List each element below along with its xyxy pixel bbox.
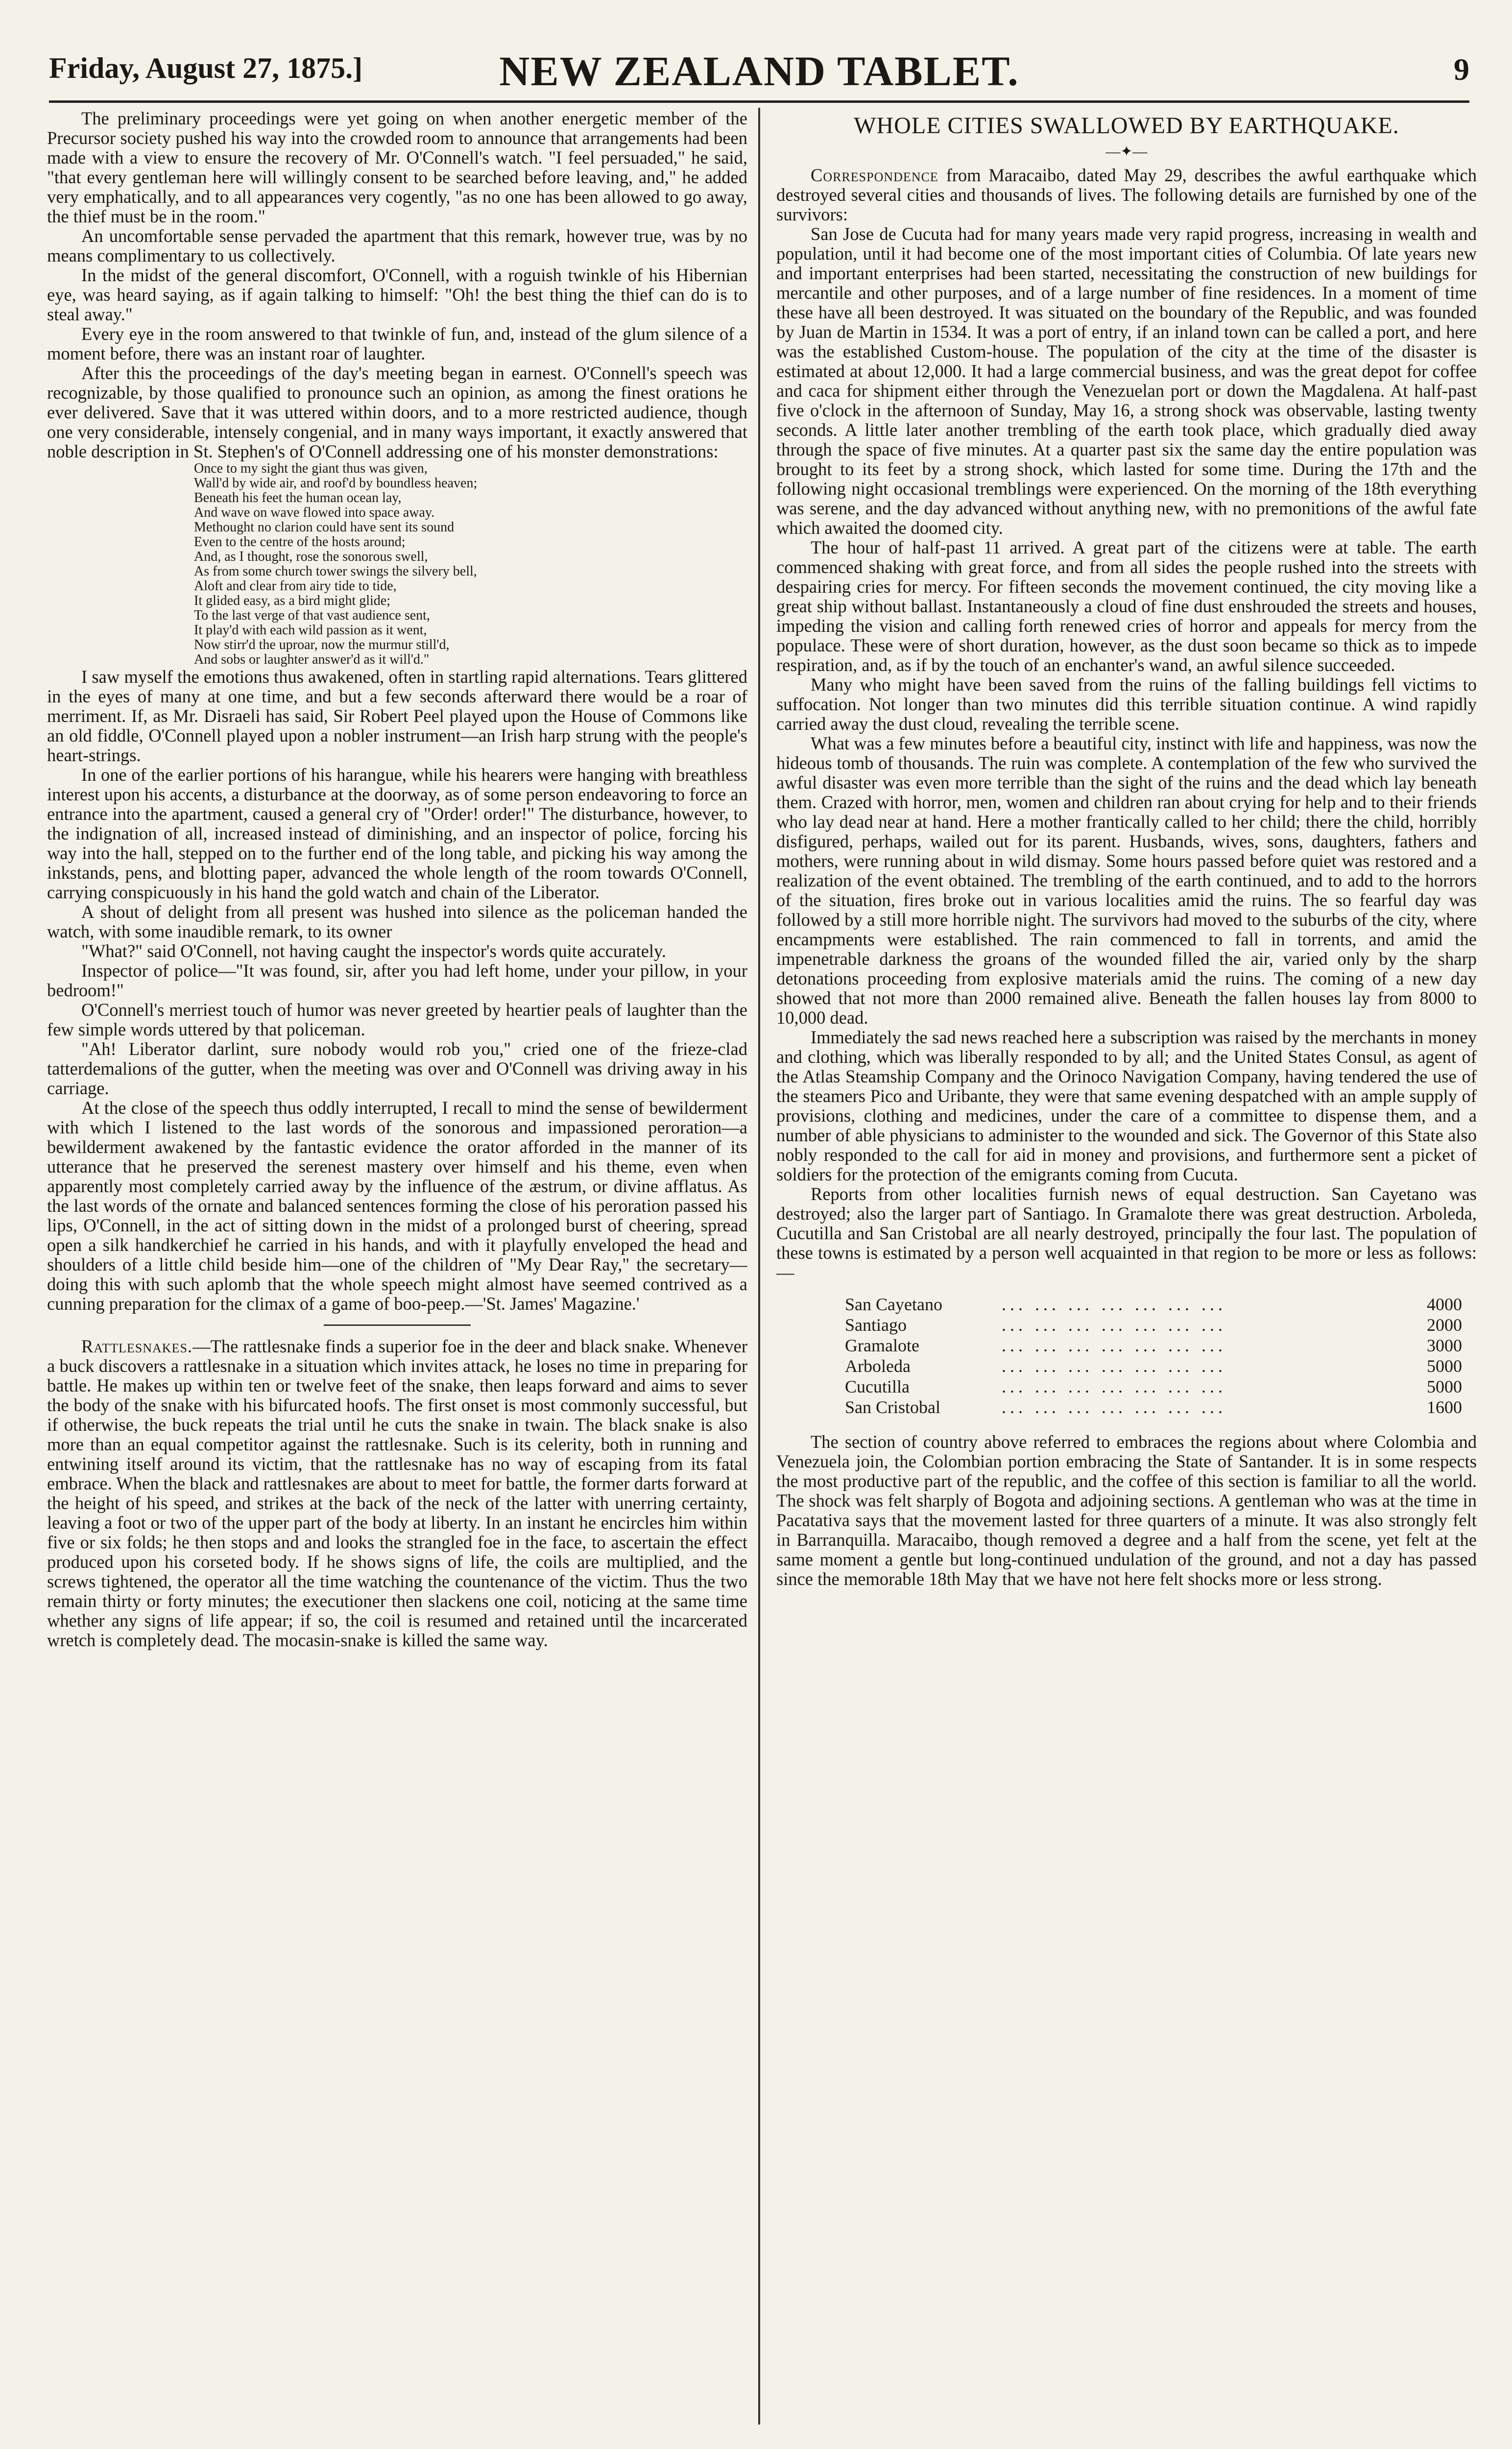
town-name: Gramalote xyxy=(845,1336,919,1355)
paragraph: A shout of delight from all present was hushed into silence as the policeman handed the watch, with some inaudible remark, to its owner xyxy=(47,902,747,941)
rattlesnake-article xyxy=(47,1337,747,1650)
lead-paragraph xyxy=(776,166,1477,224)
population-table xyxy=(845,1294,1462,1417)
ornament: —✦— xyxy=(1105,144,1148,160)
verse-line: As from some church tower swings the silvery bell, xyxy=(194,564,477,579)
header-rule xyxy=(49,100,1469,103)
paragraph: Many who might have been saved from the ruins of the falling buildings fell victims to suffocation. Not longer than two minutes did this terrible situation continue. A wind rapidly carried away the dust cloud, revealing the terrible scene. xyxy=(776,674,1477,734)
verse-line: Aloft and clear from airy tide to tide, xyxy=(194,578,397,594)
town-population: 5000 xyxy=(1427,1377,1462,1396)
leader-dots: ... ... ... ... ... ... ... xyxy=(1002,1336,1226,1355)
column-divider xyxy=(758,108,760,2425)
left-column xyxy=(47,109,747,2430)
leader-dots: ... ... ... ... ... ... ... xyxy=(1002,1377,1226,1396)
article-separator xyxy=(324,1324,471,1326)
paragraph: The section of country above referred to embraces the regions about where Colombia and Venezuela join, the Colombian portion embracing the State of Santander. It is in some respects the most productive part of the republic, and the coffee of this section is familiar to all the world. The shock was felt sharply of Bogota and adjoining sections. A gentleman who was at the time in Pacatativa says that the movement lasted for three quarters of a minute. It was also strongly felt in Barranquilla. Maracaibo, though removed a degree and a half from the scene, yet felt at the same moment a gentle but long-continued undulation of the ground, and not a day has passed since the memorable 18th May that we have not here felt shocks more or less strong. xyxy=(776,1432,1477,1589)
newspaper-title: NEW ZEALAND TABLET. xyxy=(499,48,1019,95)
verse-line: And, as I thought, rose the sonorous swell, xyxy=(194,549,428,564)
town-population: 2000 xyxy=(1427,1315,1462,1335)
paragraph: Every eye in the room answered to that twinkle of fun, and, instead of the glum silence of a moment before, there was an instant roar of laughter. xyxy=(47,324,747,363)
leader-dots: ... ... ... ... ... ... ... xyxy=(1002,1315,1226,1335)
verse-line: Once to my sight the giant thus was given, xyxy=(194,461,428,476)
town-name: Cucutilla xyxy=(845,1377,910,1396)
town-population: 1600 xyxy=(1427,1397,1462,1417)
article-heading: Rattlesnakes. xyxy=(81,1336,193,1356)
paragraph: Inspector of police—"It was found, sir, after you had left home, under your pillow, in your bedroom!" xyxy=(47,960,747,1000)
verse-line: Beneath his feet the human ocean lay, xyxy=(194,490,402,505)
verse-line: To the last verge of that vast audience sent, xyxy=(194,608,430,623)
paragraph: Reports from other localities furnish news of equal destruction. San Cayetano was destroyed; also the larger part of Santiago. In Gramalote there was great destruction. Arboleda, Cucutilla and San Cristobal are all nearly destroyed, principally the four last. The population of these towns is estimated by a person well acquainted in that region to be more or less as follows:— xyxy=(776,1184,1477,1282)
table-row xyxy=(845,1315,1462,1335)
table-row xyxy=(845,1397,1462,1417)
paragraph: In one of the earlier portions of his harangue, while his hearers were hanging with breathless interest upon his accents, a disturbance at the doorway, as of some person endeavoring to force an entrance into the apartment, caused a general cry of "Order! order!" The disturbance, however, to the indignation of all, increased instead of diminishing, and an inspector of police, forcing his way into the hall, stepped on to the further end of the long table, and picking his way among the inkstands, pens, and blotting paper, advanced the whole length of the room towards O'Connell, carrying conspicuously in his hand the gold watch and chain of the Liberator. xyxy=(47,765,747,902)
paragraph: After this the proceedings of the day's meeting began in earnest. O'Connell's speech was recognizable, by those qualified to pronounce such an opinion, as among the finest orations he ever delivered. Save that it was uttered within doors, and to a more restricted audience, though one very considerable, intensely congenial, and in many ways important, it exactly answered that noble description in St. Stephen's of O'Connell addressing one of his monster demonstrations: xyxy=(47,363,747,461)
town-name: Arboleda xyxy=(845,1356,911,1376)
town-population: 4000 xyxy=(1427,1295,1462,1314)
verse-line: And sobs or laughter answer'd as it will'd." xyxy=(194,652,430,667)
verse-line: Now stirr'd the uproar, now the murmur still'd, xyxy=(194,637,450,652)
verse-line: It glided easy, as a bird might glide; xyxy=(194,593,390,608)
paragraph: Immediately the sad news reached here a subscription was raised by the merchants in money and clothing, which was liberally responded to by all; and the United States Consul, as agent of the Atlas Steamship Company and the Orinoco Navigation Company, having tendered the use of the steamers Pico and Uribante, they were that same evening despatched with an ample supply of provisions, clothing and medicines, under the care of a committee to dispense them, and a number of able physicians to administer to the wounded and sick. The Governor of this State also nobly responded to the call for aid in money and provisions, and furthermore sent a picket of soldiers for the protection of the emigrants coming from Cucuta. xyxy=(776,1027,1477,1184)
table-row xyxy=(845,1294,1462,1315)
article-text: —The rattlesnake finds a superior foe in the deer and black snake. Whenever a buck discovers a rattlesnake in a situation which invites attack, he loses no time in preparing for battle. He makes up within ten or twelve feet of the snake, then leaps forward and aims to sever the body of the snake with his bifurcated hoofs. The first onset is most commonly successful, but if otherwise, the buck repeats the trial until he cuts the snake in twain. The black snake is also more than an equal competitor against the rattlesnake. Such is its celerity, both in running and entwining itself around its victim, that the rattlesnake has no way of escaping from its fatal embrace. When the black and rattlesnakes are about to meet for battle, the former darts forward at the height of his speed, and strikes at the back of the neck of the latter with unerring certainty, leaving a foot or two of the upper part of the body at liberty. In an instant he encircles him within five or six folds; he then stops and and looks the strangled foe in the face, to ascertain the effect produced upon his corseted body. If he shows signs of life, the coils are multiplied, and the screws tightened, the operator all the time watching the countenance of the victim. Thus the two remain thirty or forty minutes; the executioner then slackens one coil, noticing at the same time whether any signs of life appear; if so, the coil is resumed and retained until the incarcerated wretch is completely dead. The mocasin-snake is killed the same way. xyxy=(47,1336,747,1650)
paragraph: O'Connell's merriest touch of humor was never greeted by heartier peals of laughter than the few simple words uttered by that policeman. xyxy=(47,1000,747,1039)
paragraph: In the midst of the general discomfort, O'Connell, with a roguish twinkle of his Hibernian eye, was heard saying, as if again talking to himself: "Oh! the best thing the thief can do is to steal away." xyxy=(47,265,747,324)
verse-line: Wall'd by wide air, and roof'd by boundless heaven; xyxy=(194,476,478,491)
town-name: Santiago xyxy=(845,1315,907,1335)
town-name: San Cayetano xyxy=(845,1295,942,1314)
leader-dots: ... ... ... ... ... ... ... xyxy=(1002,1397,1226,1417)
paragraph: An uncomfortable sense pervaded the apartment that this remark, however true, was by no means complimentary to us collectively. xyxy=(47,226,747,265)
paragraph: I saw myself the emotions thus awakened, often in startling rapid alternations. Tears glittered in the eyes of many at one time, and but a few seconds afterward there would be a roar of merriment. If, as Mr. Disraeli has said, Sir Robert Peel played upon the House of Commons like an old fiddle, O'Connell played upon a nobler instrument—an Irish harp strung with the people's heart-strings. xyxy=(47,667,747,765)
town-population: 3000 xyxy=(1427,1336,1462,1355)
paragraph: The preliminary proceedings were yet going on when another energetic member of the Precursor society pushed his way into the crowded room to announce that arrangements had been made with a view to ensure the recovery of Mr. O'Connell's watch. "I feel persuaded," he said, "that every gentleman here will willingly consent to be searched before leaving, and," he added very emphatically, and to all appearances very cogently, "as no one has been allowed to go away, the thief must be in the room." xyxy=(47,109,747,226)
leader-dots: ... ... ... ... ... ... ... xyxy=(1002,1295,1226,1314)
town-name: San Cristobal xyxy=(845,1397,940,1417)
lead-word: Correspondence xyxy=(811,165,938,185)
paragraph: "What?" said O'Connell, not having caught the inspector's words quite accurately. xyxy=(81,941,667,961)
verse-quotation xyxy=(194,461,747,667)
lead-text: from Maracaibo, dated May 29, describes the awful earthquake which destroyed several cities and thousands of lives. The following details are furnished by one of the survivors: xyxy=(776,165,1477,224)
paragraph: At the close of the speech thus oddly interrupted, I recall to mind the sense of bewilderment with which I listened to the last words of the sonorous and impassioned peroration—a bewilderment awakened by the fantastic evidence the orator afforded in the manner of its utterance that he preserved the serenest mastery over himself and his theme, even when apparently most completely carried away by the influence of the æstrum, or divine afflatus. As the last words of the ornate and balanced sentences forming the close of his peroration passed his lips, O'Connell, in the act of sitting down in the midst of a prolonged burst of cheering, spread open a silk handkerchief he carried in his hands, and with it playfully enveloped the head and shoulders of a little child beside him—one of the children of "My Dear Ray," the secretary—doing this with such aplomb that the whole speech might almost have seemed contrived as a cunning preparation for the climax of a game of boo-peep.—'St. James' Magazine.' xyxy=(47,1098,747,1314)
town-population: 5000 xyxy=(1427,1356,1462,1376)
page-number: 9 xyxy=(1454,52,1469,87)
paragraph: "Ah! Liberator darlint, sure nobody would rob you," cried one of the frieze-clad tatterdemalions of the gutter, when the meeting was over and O'Connell was driving away in his carriage. xyxy=(47,1039,747,1098)
paragraph: The hour of half-past 11 arrived. A great part of the citizens were at table. The earth commenced shaking with great force, and from all sides the people rushed into the streets with despairing cries for mercy. For fifteen seconds the movement continued, the city moving like a great ship without ballast. Instantaneously a cloud of fine dust enshrouded the streets and houses, impeding the vision and calling forth renewed cries of horror and appeals for mercy from the populace. These were of short duration, however, as the dust soon became so thick as to impede respiration, and, as if by the touch of an enchanter's wand, an awful silence succeeded. xyxy=(776,537,1477,675)
issue-date: Friday, August 27, 1875.] xyxy=(49,52,363,84)
verse-line: Methought no clarion could have sent its sound xyxy=(194,520,455,535)
table-row xyxy=(845,1335,1462,1356)
right-column xyxy=(776,109,1477,2430)
table-row xyxy=(845,1356,1462,1376)
verse-line: And wave on wave flowed into space away. xyxy=(194,505,435,520)
table-row xyxy=(845,1376,1462,1397)
verse-line: Even to the centre of the hosts around; xyxy=(194,534,406,550)
paragraph: What was a few minutes before a beautiful city, instinct with life and happiness, was now the hideous tomb of thousands. The ruin was complete. A contemplation of the few who survived the awful disaster was even more terrible than the sight of the ruins and the dead which lay beneath them. Crazed with horror, men, women and children ran about crying for help and to their friends who lay dead near at hand. Here a mother frantically called to her child; there the child, horribly disfigured, perhaps, wailed out for its parent. Husbands, wives, sons, daughters, fathers and mothers, were running about in wild dismay. Some hours passed before quiet was restored and a realization of the event obtained. The trembling of the earth continued, and to add to the horrors of the situation, fires broke out in various localities amid the ruins. The so fearful day was followed by a still more horrible night. The survivors had moved to the suburbs of the city, where encampments were established. The rain commenced to fall in torrents, and amid the impenetrable darkness the groans of the wounded filled the air, varied only by the sharp detonations proceeding from explosive materials amid the ruins. The coming of a new day showed that not more than 2000 remained alive. Beneath the fallen houses lay from 8000 to 10,000 dead. xyxy=(776,733,1477,1028)
leader-dots: ... ... ... ... ... ... ... xyxy=(1002,1356,1226,1376)
article-title: WHOLE CITIES SWALLOWED BY EARTHQUAKE. xyxy=(854,113,1399,139)
verse-line: It play'd with each wild passion as it went, xyxy=(194,623,427,638)
masthead xyxy=(49,47,1469,100)
paragraph: San Jose de Cucuta had for many years made very rapid progress, increasing in wealth and population, until it had become one of the most important cities of Columbia. Of late years new and important enterprises had been started, necessitating the construction of new buildings for mercantile and other purposes, and of a large number of fine residences. In a moment of time these have all been destroyed. It was situated on the boundary of the Republic, and was founded by Juan de Martin in 1534. It was a port of entry, if an inland town can be called a port, and here was the established Custom-house. The population of the city at the time of the disaster is estimated at about 12,000. It had a large commercial business, and was the great depot for coffee and caca for shipment either through the Venezuelan port or down the Magdalena. At half-past five o'clock in the afternoon of Sunday, May 16, a strong shock was observable, lasting twenty seconds. A little later another trembling of the earth took place, which gradually died away through the space of five minutes. At a quarter past six the same day the entire population was brought to its feet by a strong shock, which lasted for some time. During the 17th and the following night occasional tremblings were experienced. On the morning of the 18th everything was serene, and the day advanced without anything new, with no premonitions of the awful fate which awaited the doomed city. xyxy=(776,224,1477,538)
